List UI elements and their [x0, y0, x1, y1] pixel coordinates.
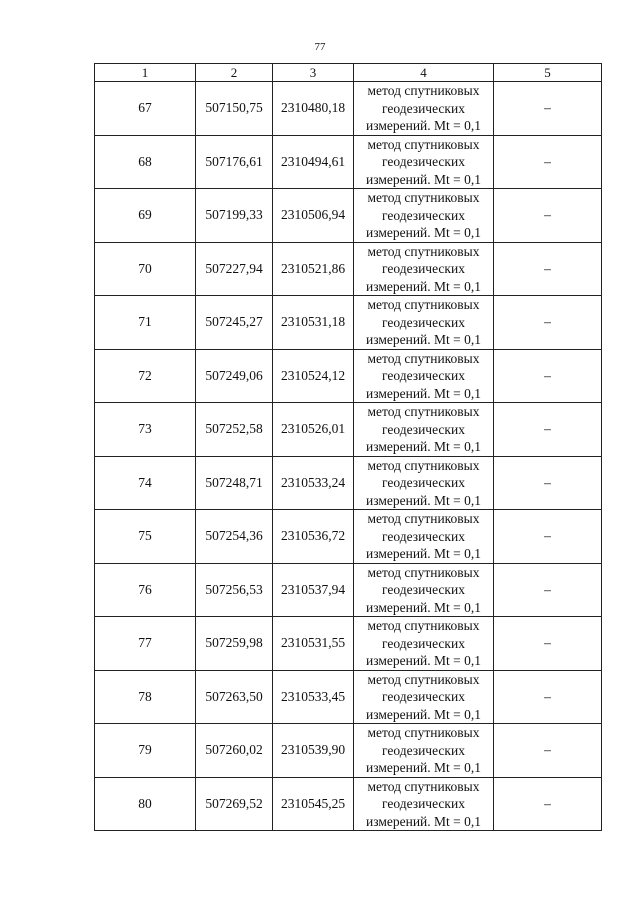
method-cell	[354, 349, 494, 403]
x-coordinate-cell: 507249,06	[196, 349, 273, 403]
y-coordinate-cell: 2310531,55	[273, 617, 354, 671]
x-coordinate-cell: 507150,75	[196, 82, 273, 136]
note-cell: –	[494, 296, 602, 350]
y-coordinate-cell: 2310533,24	[273, 456, 354, 510]
method-line-3: измерений. Mt = 0,1	[365, 760, 482, 775]
method-line-2: геодезических	[382, 475, 465, 490]
header-cell-2: 2	[196, 64, 273, 82]
table-body	[95, 64, 602, 831]
y-coordinate-cell: 2310524,12	[273, 349, 354, 403]
method-line-2: геодезических	[382, 207, 465, 223]
table-row	[95, 189, 602, 243]
method-cell	[354, 617, 494, 671]
note-cell: –	[494, 82, 602, 136]
method-line-2: геодезических	[382, 261, 465, 276]
x-coordinate-cell: 507199,33	[196, 189, 273, 243]
x-coordinate-cell: 507252,58	[196, 403, 273, 457]
point-number-cell: 72	[95, 349, 196, 403]
method-line-3: измерений. Mt = 0,1	[365, 439, 482, 454]
x-coordinate-cell: 507256,53	[196, 563, 273, 617]
point-number-cell: 74	[95, 456, 196, 510]
x-coordinate-cell: 507259,98	[196, 617, 273, 671]
method-cell	[354, 189, 494, 243]
table-row	[95, 403, 602, 457]
method-line-3: измерений. Mt = 0,1	[365, 385, 482, 401]
method-cell	[354, 670, 494, 724]
table-row	[95, 135, 602, 189]
method-line-1: метод спутниковых	[367, 618, 480, 633]
table-header-row	[95, 64, 602, 82]
point-number-cell: 70	[95, 242, 196, 296]
point-number-cell: 77	[95, 617, 196, 671]
table-row	[95, 349, 602, 403]
point-number-cell: 67	[95, 82, 196, 136]
y-coordinate-cell: 2310480,18	[273, 82, 354, 136]
note-cell: –	[494, 135, 602, 189]
table-row	[95, 510, 602, 564]
method-line-3: измерений. Mt = 0,1	[365, 278, 482, 294]
point-number-cell: 76	[95, 563, 196, 617]
note-cell: –	[494, 403, 602, 457]
y-coordinate-cell: 2310506,94	[273, 189, 354, 243]
method-line-3: измерений. Mt = 0,1	[365, 225, 482, 240]
method-line-1: метод спутниковых	[367, 190, 480, 205]
method-line-1: метод спутниковых	[367, 671, 480, 687]
method-cell	[354, 135, 494, 189]
table-row	[95, 777, 602, 831]
method-cell	[354, 724, 494, 778]
x-coordinate-cell: 507176,61	[196, 135, 273, 189]
y-coordinate-cell: 2310531,18	[273, 296, 354, 350]
point-number-cell: 78	[95, 670, 196, 724]
note-cell: –	[494, 510, 602, 564]
method-line-3: измерений. Mt = 0,1	[365, 599, 482, 615]
method-line-1: метод спутниковых	[367, 404, 480, 419]
table-row	[95, 563, 602, 617]
point-number-cell: 69	[95, 189, 196, 243]
method-line-2: геодезических	[382, 635, 465, 651]
x-coordinate-cell: 507254,36	[196, 510, 273, 564]
method-cell	[354, 296, 494, 350]
method-line-3: измерений. Mt = 0,1	[365, 813, 482, 829]
page-number: 77	[314, 41, 326, 53]
point-number-cell: 75	[95, 510, 196, 564]
method-line-2: геодезических	[382, 742, 465, 758]
x-coordinate-cell: 507263,50	[196, 670, 273, 724]
method-line-2: геодезических	[382, 528, 465, 544]
table-row	[95, 296, 602, 350]
method-cell	[354, 82, 494, 136]
method-cell	[354, 777, 494, 831]
note-cell: –	[494, 670, 602, 724]
header-cell-4: 4	[354, 64, 494, 82]
table-row	[95, 724, 602, 778]
x-coordinate-cell: 507245,27	[196, 296, 273, 350]
x-coordinate-cell: 507248,71	[196, 456, 273, 510]
y-coordinate-cell: 2310526,01	[273, 403, 354, 457]
y-coordinate-cell: 2310494,61	[273, 135, 354, 189]
method-line-3: измерений. Mt = 0,1	[365, 171, 482, 187]
x-coordinate-cell: 507269,52	[196, 777, 273, 831]
method-cell	[354, 242, 494, 296]
x-coordinate-cell: 507260,02	[196, 724, 273, 778]
method-cell	[354, 456, 494, 510]
header-cell-3: 3	[273, 64, 354, 82]
method-line-3: измерений. Mt = 0,1	[365, 332, 482, 347]
method-cell	[354, 563, 494, 617]
header-cell-5: 5	[494, 64, 602, 82]
method-line-1: метод спутниковых	[367, 725, 480, 740]
note-cell: –	[494, 349, 602, 403]
note-cell: –	[494, 724, 602, 778]
method-line-1: метод спутниковых	[367, 778, 480, 794]
note-cell: –	[494, 777, 602, 831]
point-number-cell: 79	[95, 724, 196, 778]
method-line-1: метод спутниковых	[367, 457, 480, 473]
point-number-cell: 73	[95, 403, 196, 457]
method-line-3: измерений. Mt = 0,1	[365, 118, 482, 133]
method-line-3: измерений. Mt = 0,1	[365, 706, 482, 722]
method-line-1: метод спутниковых	[367, 511, 480, 526]
table-row	[95, 456, 602, 510]
method-line-1: метод спутниковых	[367, 564, 480, 580]
table-row	[95, 82, 602, 136]
method-line-1: метод спутниковых	[367, 243, 480, 259]
method-cell	[354, 510, 494, 564]
point-number-cell: 71	[95, 296, 196, 350]
y-coordinate-cell: 2310537,94	[273, 563, 354, 617]
table-row	[95, 670, 602, 724]
x-coordinate-cell: 507227,94	[196, 242, 273, 296]
y-coordinate-cell: 2310533,45	[273, 670, 354, 724]
method-line-2: геодезических	[382, 154, 465, 169]
method-cell	[354, 403, 494, 457]
method-line-2: геодезических	[382, 314, 465, 330]
point-number-cell: 68	[95, 135, 196, 189]
point-number-cell: 80	[95, 777, 196, 831]
method-line-1: метод спутниковых	[367, 136, 480, 152]
table-row	[95, 242, 602, 296]
method-line-3: измерений. Mt = 0,1	[365, 546, 482, 561]
method-line-2: геодезических	[382, 100, 465, 116]
method-line-1: метод спутниковых	[367, 83, 480, 98]
note-cell: –	[494, 189, 602, 243]
y-coordinate-cell: 2310539,90	[273, 724, 354, 778]
method-line-2: геодезических	[382, 368, 465, 383]
y-coordinate-cell: 2310536,72	[273, 510, 354, 564]
note-cell: –	[494, 456, 602, 510]
y-coordinate-cell: 2310521,86	[273, 242, 354, 296]
y-coordinate-cell: 2310545,25	[273, 777, 354, 831]
method-line-2: геодезических	[382, 582, 465, 597]
method-line-2: геодезических	[382, 689, 465, 704]
method-line-1: метод спутниковых	[367, 350, 480, 366]
method-line-3: измерений. Mt = 0,1	[365, 492, 482, 508]
coordinates-table	[94, 63, 602, 831]
header-cell-1: 1	[95, 64, 196, 82]
note-cell: –	[494, 617, 602, 671]
note-cell: –	[494, 563, 602, 617]
method-line-2: геодезических	[382, 796, 465, 811]
method-line-1: метод спутниковых	[367, 297, 480, 312]
method-line-3: измерений. Mt = 0,1	[365, 653, 482, 668]
note-cell: –	[494, 242, 602, 296]
table-row	[95, 617, 602, 671]
method-line-2: геодезических	[382, 421, 465, 437]
